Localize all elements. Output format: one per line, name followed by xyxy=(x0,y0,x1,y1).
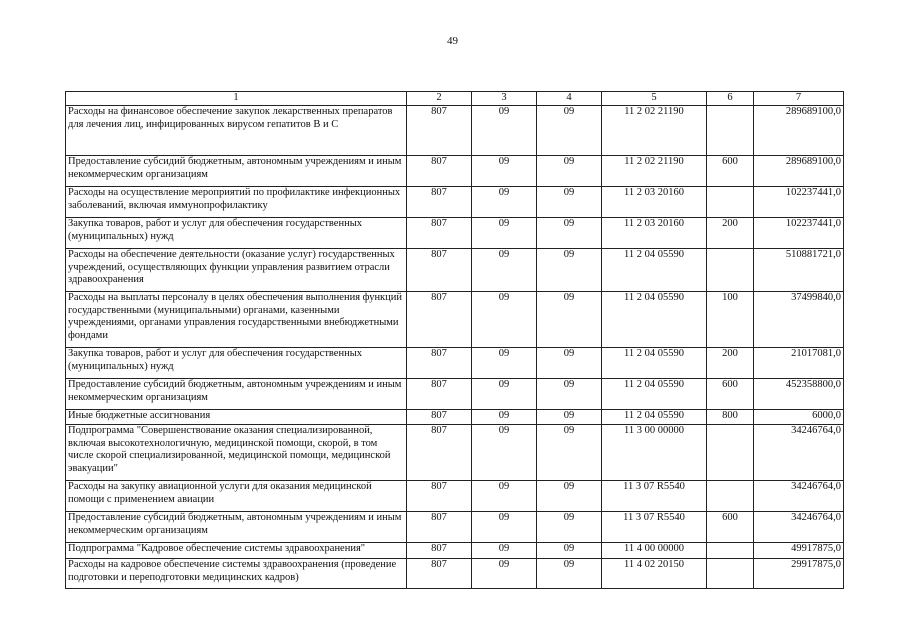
row-section-cell: 09 xyxy=(472,156,537,187)
row-amount-cell: 289689100,0 xyxy=(754,106,844,156)
row-type-cell xyxy=(707,559,754,589)
row-subsection-cell: 09 xyxy=(537,156,602,187)
table-row xyxy=(66,249,844,292)
row-target-cell: 11 3 07 R5540 xyxy=(602,481,707,512)
row-amount-cell: 21017081,0 xyxy=(754,348,844,379)
row-target-cell: 11 2 04 05590 xyxy=(602,292,707,348)
row-name-cell: Расходы на выплаты персоналу в целях обеспечения выполнения функций государственными (муниципальными) органами, казенными учреждениями, органами управления государственными внебюджетными фондами xyxy=(66,292,407,348)
row-code-cell: 807 xyxy=(407,348,472,379)
table-row xyxy=(66,559,844,589)
row-subsection-cell: 09 xyxy=(537,481,602,512)
row-name-cell: Расходы на обеспечение деятельности (оказание услуг) государственных учреждений, осуществляющих функции управления развитием отрасли здравоохранения xyxy=(66,249,407,292)
row-name-cell: Подпрограмма "Совершенствование оказания специализированной, включая высокотехнологичную, медицинской помощи, скорой, в том числе скорой специализированной, медицинской помощи, медицинской эвакуации" xyxy=(66,425,407,481)
row-code-cell: 807 xyxy=(407,156,472,187)
table-row xyxy=(66,481,844,512)
row-amount-cell: 49917875,0 xyxy=(754,543,844,559)
row-code-cell: 807 xyxy=(407,218,472,249)
row-name-cell: Закупка товаров, работ и услуг для обеспечения государственных (муниципальных) нужд xyxy=(66,218,407,249)
row-amount-cell: 289689100,0 xyxy=(754,156,844,187)
row-target-cell: 11 2 04 05590 xyxy=(602,249,707,292)
row-target-cell: 11 2 04 05590 xyxy=(602,410,707,425)
row-section-cell: 09 xyxy=(472,559,537,589)
row-target-cell: 11 2 03 20160 xyxy=(602,187,707,218)
row-target-cell: 11 2 04 05590 xyxy=(602,379,707,410)
row-name-cell: Предоставление субсидий бюджетным, автономным учреждениям и иным некоммерческим организациям xyxy=(66,512,407,543)
row-subsection-cell: 09 xyxy=(537,292,602,348)
row-target-cell: 11 4 02 20150 xyxy=(602,559,707,589)
row-code-cell: 807 xyxy=(407,379,472,410)
row-section-cell: 09 xyxy=(472,379,537,410)
row-target-cell: 11 3 07 R5540 xyxy=(602,512,707,543)
row-subsection-cell: 09 xyxy=(537,379,602,410)
column-header: 5 xyxy=(602,92,707,106)
row-name-cell: Расходы на осуществление мероприятий по профилактике инфекционных заболеваний, включая иммунопрофилактику xyxy=(66,187,407,218)
page-number: 49 xyxy=(447,35,458,47)
row-amount-cell: 34246764,0 xyxy=(754,425,844,481)
column-header: 4 xyxy=(537,92,602,106)
row-name-cell: Расходы на закупку авиационной услуги для оказания медицинской помощи с применением авиации xyxy=(66,481,407,512)
table-row xyxy=(66,425,844,481)
row-code-cell: 807 xyxy=(407,481,472,512)
column-header: 3 xyxy=(472,92,537,106)
row-code-cell: 807 xyxy=(407,559,472,589)
row-amount-cell: 452358800,0 xyxy=(754,379,844,410)
row-code-cell: 807 xyxy=(407,410,472,425)
row-type-cell xyxy=(707,187,754,218)
row-amount-cell: 34246764,0 xyxy=(754,512,844,543)
row-code-cell: 807 xyxy=(407,512,472,543)
column-header: 1 xyxy=(66,92,407,106)
row-target-cell: 11 2 04 05590 xyxy=(602,348,707,379)
row-section-cell: 09 xyxy=(472,512,537,543)
row-amount-cell: 102237441,0 xyxy=(754,218,844,249)
row-target-cell: 11 2 03 20160 xyxy=(602,218,707,249)
row-section-cell: 09 xyxy=(472,543,537,559)
row-type-cell: 800 xyxy=(707,410,754,425)
table-row xyxy=(66,543,844,559)
budget-table xyxy=(65,91,844,589)
row-name-cell: Расходы на кадровое обеспечение системы здравоохранения (проведение подготовки и переподготовки медицинских кадров) xyxy=(66,559,407,589)
row-amount-cell: 102237441,0 xyxy=(754,187,844,218)
row-name-cell: Иные бюджетные ассигнования xyxy=(66,410,407,425)
row-type-cell: 600 xyxy=(707,379,754,410)
row-code-cell: 807 xyxy=(407,292,472,348)
row-type-cell xyxy=(707,249,754,292)
row-type-cell: 600 xyxy=(707,512,754,543)
column-header: 6 xyxy=(707,92,754,106)
row-name-cell: Расходы на финансовое обеспечение закупок лекарственных препаратов для лечения лиц, инфицированных вирусом гепатитов В и С xyxy=(66,106,407,156)
row-amount-cell: 37499840,0 xyxy=(754,292,844,348)
row-name-cell: Предоставление субсидий бюджетным, автономным учреждениям и иным некоммерческим организациям xyxy=(66,379,407,410)
row-subsection-cell: 09 xyxy=(537,425,602,481)
row-section-cell: 09 xyxy=(472,425,537,481)
row-type-cell xyxy=(707,543,754,559)
row-subsection-cell: 09 xyxy=(537,559,602,589)
table-row xyxy=(66,218,844,249)
row-code-cell: 807 xyxy=(407,187,472,218)
table-row xyxy=(66,156,844,187)
row-subsection-cell: 09 xyxy=(537,543,602,559)
row-code-cell: 807 xyxy=(407,106,472,156)
row-name-cell: Подпрограмма "Кадровое обеспечение системы здравоохранения" xyxy=(66,543,407,559)
row-amount-cell: 34246764,0 xyxy=(754,481,844,512)
row-type-cell xyxy=(707,481,754,512)
row-type-cell xyxy=(707,425,754,481)
row-target-cell: 11 4 00 00000 xyxy=(602,543,707,559)
column-header: 2 xyxy=(407,92,472,106)
row-section-cell: 09 xyxy=(472,348,537,379)
row-name-cell: Закупка товаров, работ и услуг для обеспечения государственных (муниципальных) нужд xyxy=(66,348,407,379)
row-subsection-cell: 09 xyxy=(537,410,602,425)
row-amount-cell: 510881721,0 xyxy=(754,249,844,292)
table-row xyxy=(66,292,844,348)
row-amount-cell: 6000,0 xyxy=(754,410,844,425)
row-type-cell: 200 xyxy=(707,348,754,379)
row-code-cell: 807 xyxy=(407,249,472,292)
row-target-cell: 11 2 02 21190 xyxy=(602,106,707,156)
row-subsection-cell: 09 xyxy=(537,249,602,292)
row-subsection-cell: 09 xyxy=(537,512,602,543)
table-row xyxy=(66,187,844,218)
table-row xyxy=(66,379,844,410)
header-row xyxy=(66,92,844,106)
row-target-cell: 11 2 02 21190 xyxy=(602,156,707,187)
row-amount-cell: 29917875,0 xyxy=(754,559,844,589)
row-section-cell: 09 xyxy=(472,249,537,292)
table-row xyxy=(66,348,844,379)
table-row xyxy=(66,512,844,543)
row-section-cell: 09 xyxy=(472,218,537,249)
row-type-cell xyxy=(707,106,754,156)
table-row xyxy=(66,410,844,425)
row-subsection-cell: 09 xyxy=(537,106,602,156)
table-row xyxy=(66,106,844,156)
row-section-cell: 09 xyxy=(472,106,537,156)
row-subsection-cell: 09 xyxy=(537,348,602,379)
row-subsection-cell: 09 xyxy=(537,218,602,249)
row-section-cell: 09 xyxy=(472,481,537,512)
column-header: 7 xyxy=(754,92,844,106)
row-code-cell: 807 xyxy=(407,543,472,559)
row-type-cell: 200 xyxy=(707,218,754,249)
row-code-cell: 807 xyxy=(407,425,472,481)
row-section-cell: 09 xyxy=(472,410,537,425)
row-type-cell: 100 xyxy=(707,292,754,348)
row-section-cell: 09 xyxy=(472,187,537,218)
row-section-cell: 09 xyxy=(472,292,537,348)
row-type-cell: 600 xyxy=(707,156,754,187)
row-subsection-cell: 09 xyxy=(537,187,602,218)
row-target-cell: 11 3 00 00000 xyxy=(602,425,707,481)
row-name-cell: Предоставление субсидий бюджетным, автономным учреждениям и иным некоммерческим организациям xyxy=(66,156,407,187)
